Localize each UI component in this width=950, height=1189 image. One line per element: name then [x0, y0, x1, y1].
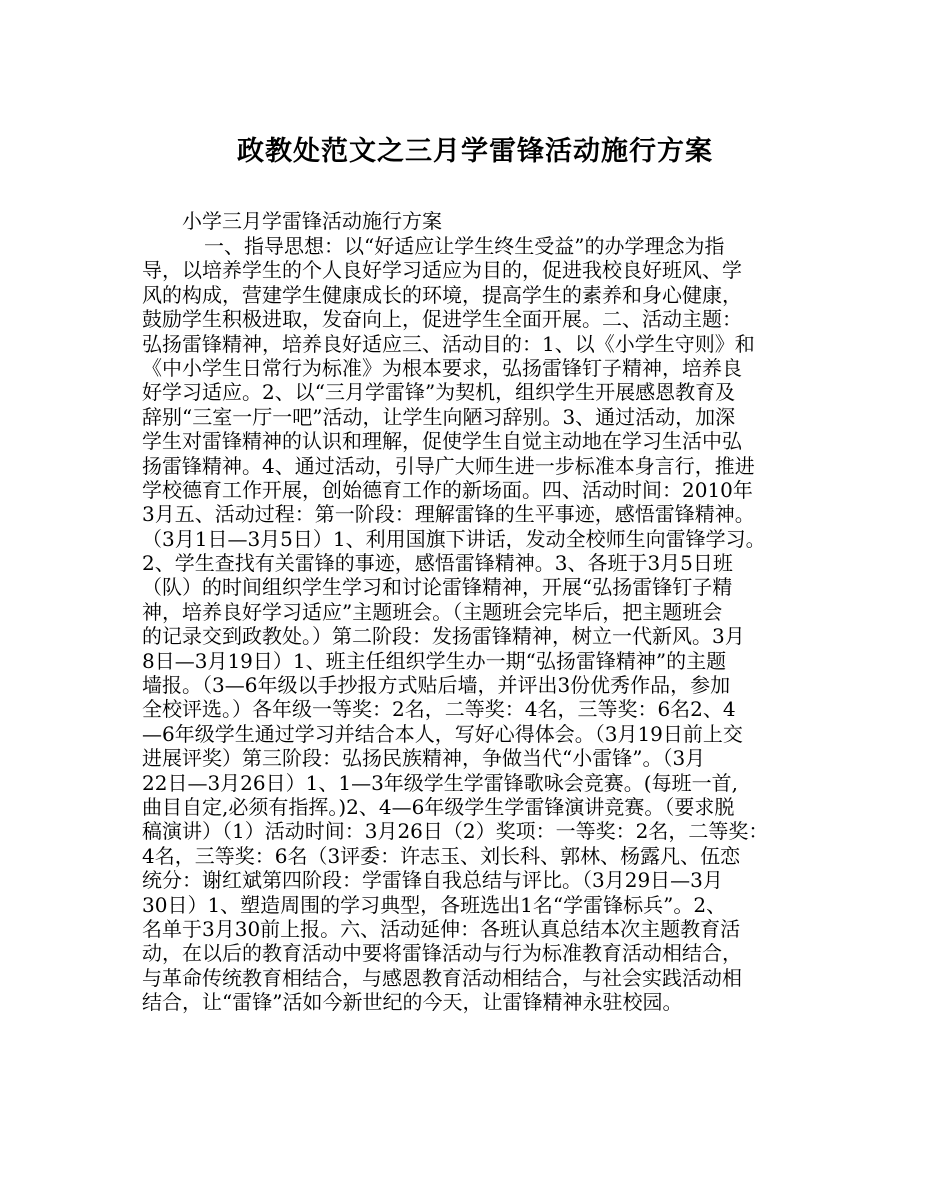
body-line: 与革命传统教育相结合，与感恩教育活动相结合，与社会实践活动相: [142, 965, 742, 990]
body-line: 8日—3月19日）1、班主任组织学生办一期“弘扬雷锋精神”的主题: [142, 648, 727, 673]
body-line: 学生对雷锋精神的认识和理解，促使学生自觉主动地在学习生活中弘: [142, 429, 742, 454]
body-line: 弘扬雷锋精神，培养良好适应三、活动目的：1、以《小学生守则》和: [142, 331, 755, 356]
body-line: 好学习适应。2、以“三月学雷锋”为契机，组织学生开展感恩教育及: [142, 380, 736, 405]
body-line: 辞别“三室一厅一吧”活动，让学生向陋习辞别。3、通过活动，加深: [142, 404, 736, 429]
body-line: 2、学生查找有关雷锋的事迹，感悟雷锋精神。3、各班于3月5日班: [142, 551, 733, 576]
body-line: 鼓励学生积极进取，发奋向上，促进学生全面开展。二、活动主题：: [142, 307, 742, 332]
body-line: 22日—3月26日）1、1—3年级学生学雷锋歌咏会竞赛。(每班一首,: [142, 770, 738, 795]
body-line: 的记录交到政教处。）第二阶段：发扬雷锋精神，树立一代新风。3月: [142, 624, 745, 649]
body-line: 《中小学生日常行为标准》为根本要求，弘扬雷锋钉子精神，培养良: [142, 355, 742, 380]
body-line: 全校评选。）各年级一等奖：2名，二等奖：4名，三等奖：6名2、4: [142, 697, 736, 722]
body-line: 30日）1、塑造周围的学习典型，各班选出1名“学雷锋标兵”。2、: [142, 892, 727, 917]
body-line: 4名，三等奖：6名（3评委：许志玉、刘长科、郭林、杨露凡、伍恋: [142, 843, 741, 868]
document-title: 政教处范文之三月学雷锋活动施行方案: [237, 136, 713, 167]
body-line: 学校德育工作开展，创始德育工作的新场面。四、活动时间：2010年: [142, 477, 753, 502]
document-body: [142, 234, 822, 1015]
body-line: 统分：谢红斌第四阶段：学雷锋自我总结与评比。（3月29日—3月: [142, 868, 723, 893]
body-line: 结合，让“雷锋”活如今新世纪的今天，让雷锋精神永驻校园。: [142, 990, 683, 1015]
body-line: 神，培养良好学习适应”主题班会。（主题班会完毕后，把主题班会: [142, 599, 723, 624]
document-subtitle: 小学三月学雷锋活动施行方案: [182, 209, 442, 233]
body-line: （队）的时间组织学生学习和讨论雷锋精神，开展“弘扬雷锋钉子精: [142, 575, 733, 600]
body-line: 扬雷锋精神。4、通过活动，引导广大师生进一步标准本身言行，推进: [142, 453, 755, 478]
body-line: 稿演讲）（1）活动时间：3月26日（2）奖项：一等奖：2名，二等奖：: [142, 819, 769, 844]
body-line: 名单于3月30前上报。六、活动延伸：各班认真总结本次主题教育活: [142, 916, 741, 941]
body-line: 风的构成，营建学生健康成长的环境，提高学生的素养和身心健康，: [142, 282, 742, 307]
body-line: 曲目自定,必须有指挥。)2、4—6年级学生学雷锋演讲竞赛。（要求脱: [142, 794, 735, 819]
body-line: 进展评奖）第三阶段：弘扬民族精神，争做当代“小雷锋”。（3月: [142, 746, 706, 771]
body-line: 3月五、活动过程：第一阶段：理解雷锋的生平事迹，感悟雷锋精神。: [142, 502, 755, 527]
body-line: —6年级学生通过学习并结合本人，写好心得体会。（3月19日前上交: [142, 721, 743, 746]
body-line: 墙报。（3—6年级以手抄报方式贴后墙，并评出3份优秀作品，参加: [142, 673, 731, 698]
body-line: 动，在以后的教育活动中要将雷锋活动与行为标准教育活动相结合，: [142, 941, 742, 966]
body-line: 导，以培养学生的个人良好学习适应为目的，促进我校良好班风、学: [142, 258, 742, 283]
body-line: 一、指导思想：以“好适应让学生终生受益”的办学理念为指: [204, 234, 725, 258]
body-line: （3月1日—3月5日）1、利用国旗下讲话，发动全校师生向雷锋学习。: [142, 526, 766, 551]
